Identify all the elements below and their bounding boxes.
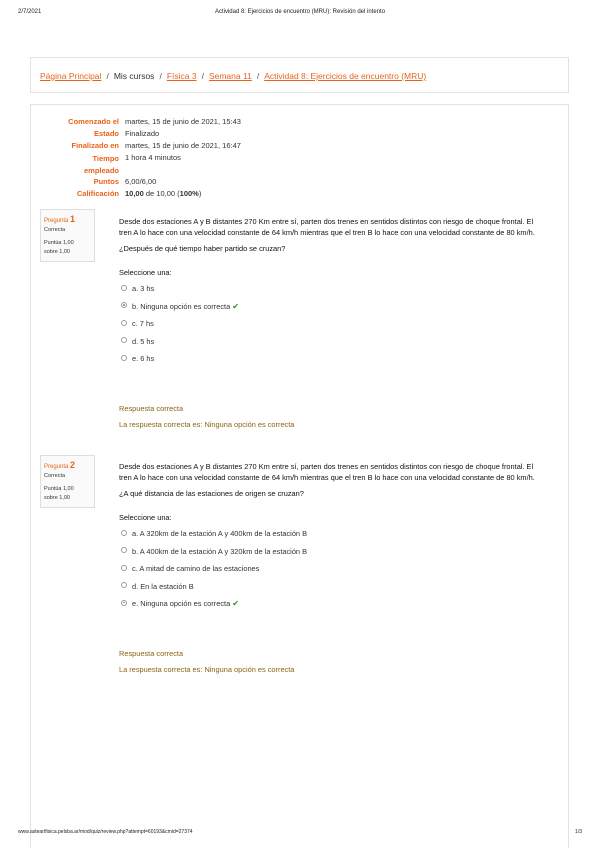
question-feedback: Respuesta correcta xyxy=(119,649,184,658)
radio-button[interactable] xyxy=(121,547,127,553)
radio-button[interactable] xyxy=(121,530,127,536)
answer-option[interactable] xyxy=(119,579,539,597)
correct-answer-text: La respuesta correcta es: Ninguna opción es correcta xyxy=(119,665,295,674)
summary-label: Puntos xyxy=(93,177,119,186)
answer-option[interactable] xyxy=(119,526,539,544)
question-grade-line: sobre 1,00 xyxy=(44,248,70,255)
answer-option[interactable] xyxy=(119,351,539,369)
print-footer xyxy=(18,829,582,839)
radio-button-selected[interactable] xyxy=(121,600,127,606)
radio-button[interactable] xyxy=(121,337,127,343)
summary-label: Calificación xyxy=(76,189,119,198)
question-grade-line: Puntúa 1,00 xyxy=(44,240,74,246)
answer-option[interactable] xyxy=(119,316,539,334)
breadcrumb-course-link[interactable]: Física 3 xyxy=(166,71,197,81)
question-feedback: Respuesta correcta xyxy=(119,404,184,413)
breadcrumb-home-link[interactable]: Página Principal xyxy=(40,71,102,81)
answer-option[interactable] xyxy=(119,561,539,579)
answer-option-label: e. 6 hs xyxy=(132,354,155,363)
answer-option-label: c. 7 hs xyxy=(132,319,154,328)
question-prompt-text: ¿A qué distancia de las estaciones de origen se cruzan? xyxy=(119,489,304,498)
grade-percent: 100% xyxy=(179,189,199,198)
answer-option-label: a. A 320km de la estación A y 400km de la estación B xyxy=(132,529,308,538)
grade-of: de 10,00 ( xyxy=(145,189,180,198)
summary-value: martes, 15 de junio de 2021, 15:43 xyxy=(125,117,241,126)
question-number-value: 1 xyxy=(70,214,76,224)
print-page-number: 1/3 xyxy=(575,829,582,835)
question-number-value: 2 xyxy=(70,460,76,470)
summary-value xyxy=(125,189,201,198)
select-one-label: Seleccione una: xyxy=(119,513,172,522)
summary-label: Comenzado el xyxy=(68,117,119,126)
grade-score: 10,00 xyxy=(125,189,144,198)
question-content xyxy=(119,461,539,614)
breadcrumb-separator: / xyxy=(256,71,260,81)
question-info xyxy=(40,209,95,262)
check-icon: ✔ xyxy=(232,599,239,608)
breadcrumb-week-link[interactable]: Semana 11 xyxy=(208,71,252,81)
print-title: Actividad 8: Ejercicios de encuentro (MRU): Revisión del intento xyxy=(214,9,386,15)
summary-label xyxy=(31,153,119,177)
answer-option-label: b. A 400km de la estación A y 320km de la estación B xyxy=(132,546,308,556)
breadcrumb xyxy=(30,57,569,93)
breadcrumb-separator: / xyxy=(201,71,204,81)
question-label: Pregunta xyxy=(44,218,69,224)
print-header xyxy=(18,9,582,19)
answer-option-label: d. En la estación B xyxy=(132,581,194,591)
print-date: 2/7/2021 xyxy=(18,9,42,15)
radio-button[interactable] xyxy=(121,355,127,361)
summary-value: 6,00/6,00 xyxy=(125,177,157,186)
correct-answer-text: La respuesta correcta es: Ninguna opción es correcta xyxy=(119,420,295,429)
summary-label-line: empleado xyxy=(83,166,119,175)
radio-button[interactable] xyxy=(121,320,127,326)
answer-option[interactable] xyxy=(119,299,539,317)
answer-option[interactable] xyxy=(119,281,539,299)
question-label: Pregunta xyxy=(44,464,69,470)
question-grade xyxy=(44,239,91,256)
question-prompt-text: ¿Después de qué tiempo haber partido se cruzan? xyxy=(119,244,286,253)
answer-option[interactable] xyxy=(119,596,539,614)
question-content xyxy=(119,216,539,369)
radio-button[interactable] xyxy=(121,565,127,571)
question-state: Correcta xyxy=(44,227,66,233)
grade-close: ) xyxy=(198,189,202,198)
radio-button-selected[interactable] xyxy=(121,302,127,308)
question-state: Correcta xyxy=(44,473,66,479)
question-grade-line: sobre 1,00 xyxy=(44,494,70,501)
breadcrumb-separator: / xyxy=(106,71,109,81)
summary-label: Estado xyxy=(93,129,119,138)
question-number xyxy=(44,460,91,470)
check-icon: ✔ xyxy=(232,301,239,311)
breadcrumb-my-courses: Mis cursos xyxy=(113,71,155,81)
question-number xyxy=(44,214,91,224)
radio-button[interactable] xyxy=(121,582,127,588)
answer-options xyxy=(119,526,539,614)
breadcrumb-activity-link[interactable]: Actividad 8: Ejercicios de encuentro (MRU) xyxy=(264,71,427,81)
summary-value: martes, 15 de junio de 2021, 16:47 xyxy=(125,141,241,150)
radio-button[interactable] xyxy=(121,285,127,291)
summary-value: Finalizado xyxy=(125,129,160,138)
question-text: Desde dos estaciones A y B distantes 270 Km entre sí, parten dos trenes en sentidos distintos con riesgo de choque frontal. El tren A lo hace con una velocidad constante de 64 km/h mientras que el tren B lo hace con una velocidad constante de 80 km/h. xyxy=(119,462,535,482)
quiz-review-panel xyxy=(30,104,569,848)
summary-value: 1 hora 4 minutos xyxy=(125,153,181,162)
answer-option-label: b. Ninguna opción es correcta xyxy=(132,301,231,311)
breadcrumb-separator: / xyxy=(159,71,162,81)
print-url: www.asteartfisica.pelsba.ar/mod/quiz/review.php?attempt=60193&cmid=27374 xyxy=(18,829,193,835)
summary-label: Finalizado en xyxy=(71,141,119,150)
summary-label-line: Tiempo xyxy=(92,154,119,163)
select-one-label: Seleccione una: xyxy=(119,268,172,277)
answer-option-label: c. A mitad de camino de las estaciones xyxy=(132,564,260,573)
answer-option[interactable] xyxy=(119,334,539,352)
answer-option-label: e. Ninguna opción es correcta xyxy=(132,599,231,608)
answer-option-label: a. 3 hs xyxy=(132,284,155,293)
question-info xyxy=(40,455,95,508)
question-grade-line: Puntúa 1,00 xyxy=(44,486,74,492)
answer-options xyxy=(119,281,539,369)
question-text: Desde dos estaciones A y B distantes 270 Km entre sí, parten dos trenes en sentidos distintos con riesgo de choque frontal. El tren A lo hace con una velocidad constante de 64 km/h mientras que el tren B lo hace con una velocidad constante de 80 km/h. xyxy=(119,217,535,237)
question-grade xyxy=(44,485,91,502)
answer-option-label: d. 5 hs xyxy=(132,336,155,346)
answer-option[interactable] xyxy=(119,544,539,562)
